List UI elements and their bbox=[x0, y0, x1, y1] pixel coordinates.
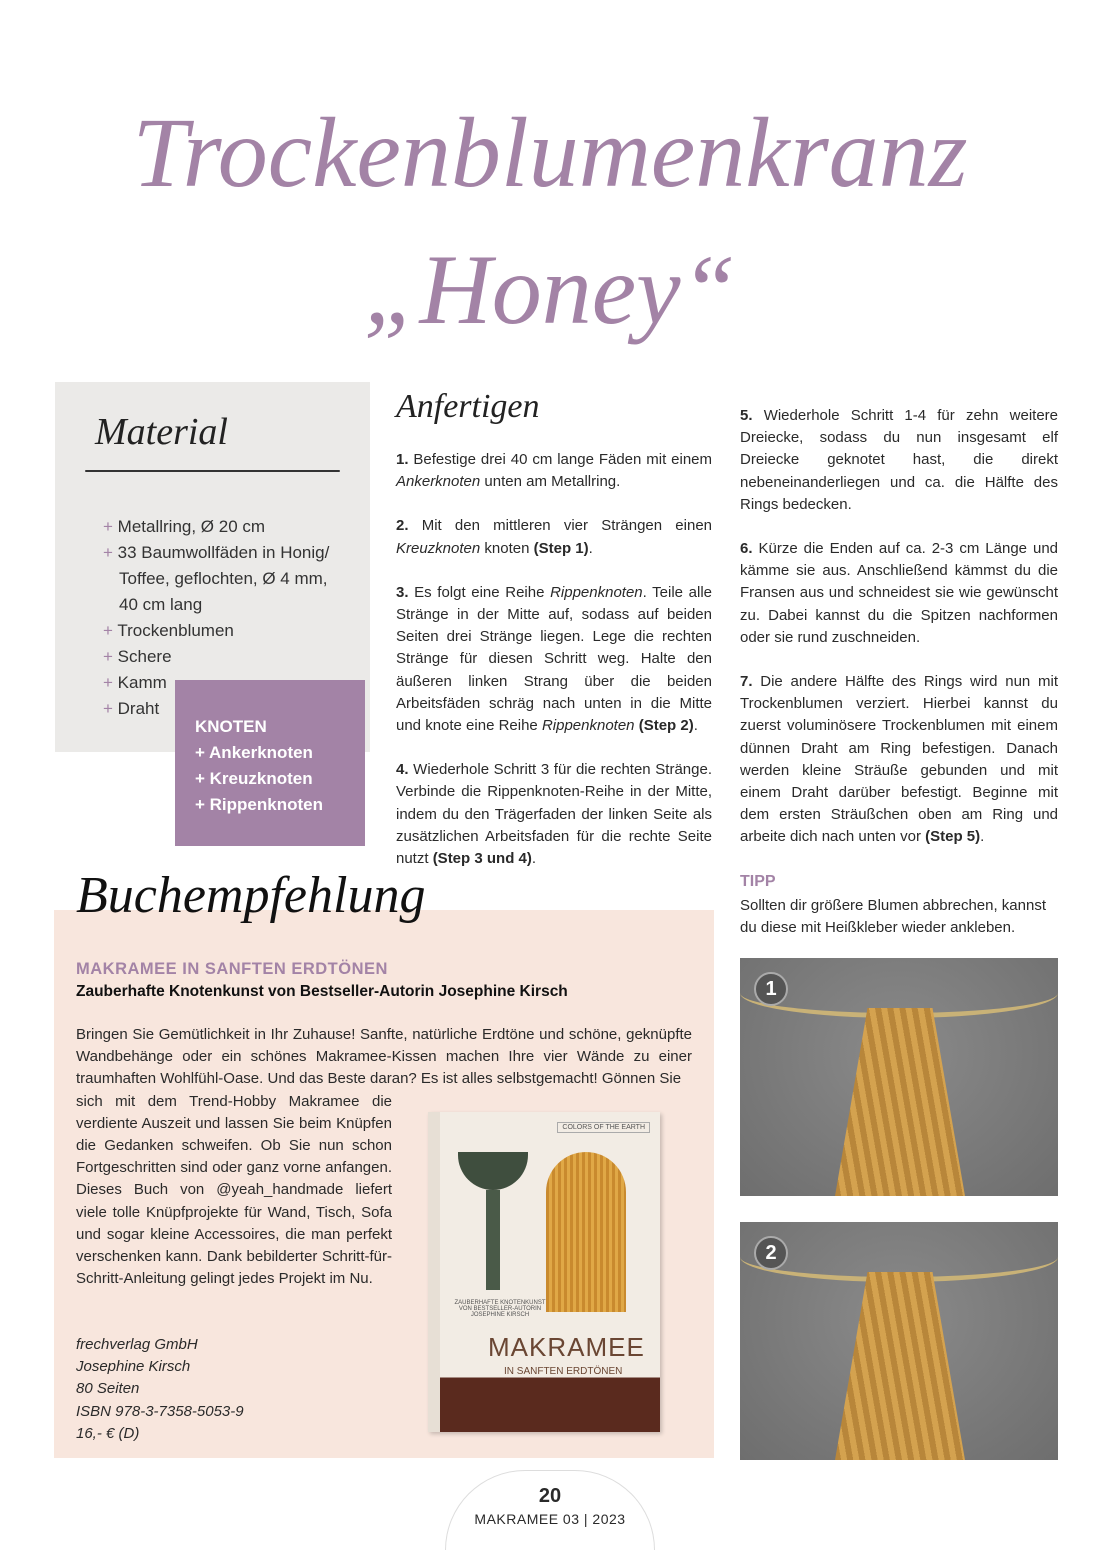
knoten-item: + Kreuzknoten bbox=[195, 766, 365, 792]
tipp-text: Sollten dir größere Blumen abbrechen, kannst du diese mit Heißkleber wieder ankleben. bbox=[740, 896, 1047, 937]
material-item: + Draht bbox=[103, 696, 343, 722]
step-photo-1 bbox=[740, 958, 1058, 1196]
knoten-box bbox=[175, 680, 365, 846]
italic-term: Rippenknoten bbox=[550, 583, 643, 601]
book-text-narrow: sich mit dem Trend-Hobby Makramee die verdiente Auszeit und lassen Sie beim Knüpfen die Gedanken schweifen. Ob Sie nun schon Fortgeschritten sind oder ganz vorne anfangen. Dieses Buch von @yeah_handmade liefert viele tolle Knüpfprojekte für Wand, Tisch, Sofa und sogar kleine Accessoires, die man perfekt verschenken kann. Dank bebilderter Schritt-für-Schritt-Anleitung gelingt jedes Projekt im Nu. bbox=[76, 1092, 392, 1288]
bold-text: 4. bbox=[396, 761, 409, 779]
bold-text: 2. bbox=[396, 517, 409, 535]
step bbox=[740, 671, 1058, 849]
buchempfehlung-heading: Buchempfehlung bbox=[76, 867, 426, 924]
text: Kürze die Enden auf ca. 2-3 cm Länge und kämme sie aus. Anschließend kämmst du die Fransen aus und schneidest sie wie gewünscht zu. Dabei kannst du die Spitzen nachformen oder sie rund zuschneiden. bbox=[740, 540, 1058, 646]
text: . bbox=[693, 717, 698, 735]
magazine-issue: MAKRAMEE 03 | 2023 bbox=[474, 1511, 626, 1527]
text: knoten bbox=[480, 539, 534, 557]
knotted-cords bbox=[835, 1008, 965, 1196]
step bbox=[396, 582, 712, 737]
book-subtitle: Zauberhafte Knotenkunst von Bestseller-Autorin Josephine Kirsch bbox=[76, 983, 568, 1000]
book-cover-image bbox=[428, 1112, 660, 1432]
step bbox=[396, 515, 712, 559]
text: . Teile alle Stränge in der Mitte auf, sodass auf beiden Seiten drei Stränge liegen. Lege die rechten Stränge für diesen Schritt weg. Halte den äußeren linken Strang über die beiden Arbeitsfäden schräg nach unten in die Mitte und knote eine Reihe bbox=[396, 583, 712, 735]
bold-text: (Step 2) bbox=[638, 717, 694, 735]
text: Mit den mittleren vier Strängen einen bbox=[408, 517, 712, 535]
step-number-badge: 2 bbox=[754, 1236, 788, 1270]
cover-tag: COLORS OF THE EARTH bbox=[557, 1122, 650, 1133]
book-price: 16,- € (D) bbox=[76, 1424, 140, 1442]
material-item: + Metallring, Ø 20 cm bbox=[103, 514, 343, 540]
text: Wiederhole Schritt 3 für die rechten Stränge. Verbinde die Rippenknoten-Reihe in der Mitte, indem du den Trägerfaden der linken Seite als zusätzlichen Arbeitsfaden für die rechte Seite nutzt bbox=[396, 761, 712, 868]
step bbox=[740, 538, 1058, 649]
material-item: + Schere bbox=[103, 644, 343, 670]
title-line-2: „Honey“ bbox=[363, 234, 737, 345]
text: . bbox=[588, 539, 593, 557]
italic-term: Ankerknoten bbox=[396, 473, 481, 491]
cover-title: MAKRAMEE bbox=[488, 1332, 645, 1362]
bold-text: 7. bbox=[740, 673, 753, 691]
steps-column-2 bbox=[740, 405, 1058, 939]
book-isbn: ISBN 978-3-7358-5053-9 bbox=[76, 1402, 244, 1420]
step-number-badge: 1 bbox=[754, 972, 788, 1006]
text: Die andere Hälfte des Rings wird nun mit Trockenblumen verziert. Hierbei kannst du zuerst voluminösere Trockenblumen mit einem dünnen Draht am Ring befestigen. Danach werden kleine Sträuße gebunden und mit einem Draht darüber befestigt. Beginne mit dem ersten Sträußchen oben am Ring und arbeite dich nach unten vor bbox=[740, 673, 1058, 846]
knoten-heading: KNOTEN bbox=[195, 717, 267, 736]
text: Wiederhole Schritt 1-4 für zehn weitere Dreiecke, sodass du nun insgesamt elf Dreiecke geknotet hast, die direkt nebeneinanderliegen und ca. die Hälfte des Rings bedecken. bbox=[740, 407, 1058, 513]
knoten-item: + Ankerknoten bbox=[195, 740, 365, 766]
step bbox=[396, 759, 712, 870]
bold-text: 1. bbox=[396, 451, 409, 468]
divider bbox=[85, 470, 340, 472]
material-item: + 33 Baumwollfäden in Honig/ Toffee, geflochten, Ø 4 mm, 40 cm lang bbox=[103, 540, 343, 618]
book-info bbox=[76, 1334, 244, 1445]
steps-column-1 bbox=[396, 449, 712, 892]
title-line-1: Trockenblumenkranz bbox=[132, 97, 968, 208]
footer-decoration bbox=[445, 1470, 655, 1550]
hanging-basket bbox=[458, 1152, 528, 1190]
material-heading: Material bbox=[95, 411, 228, 453]
plant-hanger bbox=[486, 1190, 500, 1290]
step bbox=[740, 405, 1058, 516]
book-spine bbox=[428, 1112, 440, 1432]
tipp-heading: TIPP bbox=[740, 872, 776, 890]
cover-subtitle: IN SANFTEN ERDTÖNEN bbox=[504, 1366, 623, 1377]
material-item: + Trockenblumen bbox=[103, 618, 343, 644]
material-item: + Kamm bbox=[103, 670, 343, 696]
step-photo-2 bbox=[740, 1222, 1058, 1460]
book-text-wide: Bringen Sie Gemütlichkeit in Ihr Zuhause! Sanfte, natürliche Erdtöne und schöne, geknüpfte Wandbehänge oder ein schönes Makramee-Kissen machen Ihre vier Wände zu einer traumhaften Wohlfühl-Oase. Und das Beste daran? Es ist alles selbstgemacht! Gönnen Sie bbox=[76, 1026, 692, 1088]
book-author: Josephine Kirsch bbox=[76, 1358, 191, 1376]
text: unten am Metallring. bbox=[480, 473, 621, 491]
macrame-wallhanging bbox=[546, 1152, 626, 1312]
knotted-cords bbox=[835, 1272, 965, 1460]
cover-tagline: ZAUBERHAFTE KNOTENKUNST VON BESTSELLER-AUTORIN JOSEPHINE KIRSCH bbox=[454, 1300, 546, 1318]
anfertigen-heading: Anfertigen bbox=[396, 388, 540, 425]
italic-term: Rippenknoten bbox=[541, 717, 635, 735]
italic-term: Kreuzknoten bbox=[396, 539, 481, 557]
page-number: 20 bbox=[538, 1485, 562, 1507]
book-title: MAKRAMEE IN SANFTEN ERDTÖNEN bbox=[76, 960, 388, 978]
text: . bbox=[980, 828, 985, 846]
bold-text: (Step 3 und 4) bbox=[432, 850, 532, 868]
book-pages: 80 Seiten bbox=[76, 1380, 140, 1398]
book-publisher: frechverlag GmbH bbox=[76, 1336, 198, 1353]
bold-text: 5. bbox=[740, 407, 753, 424]
bold-text: 6. bbox=[740, 540, 753, 558]
text: . bbox=[531, 850, 537, 868]
step bbox=[396, 449, 712, 493]
knoten-item: + Rippenknoten bbox=[195, 792, 365, 818]
text: Es folgt eine Reihe bbox=[408, 583, 551, 601]
bold-text: (Step 1) bbox=[533, 539, 589, 557]
bold-text: 3. bbox=[396, 583, 409, 601]
bold-text: (Step 5) bbox=[925, 828, 981, 846]
text: Befestige drei 40 cm lange Fäden mit einem bbox=[408, 451, 712, 468]
